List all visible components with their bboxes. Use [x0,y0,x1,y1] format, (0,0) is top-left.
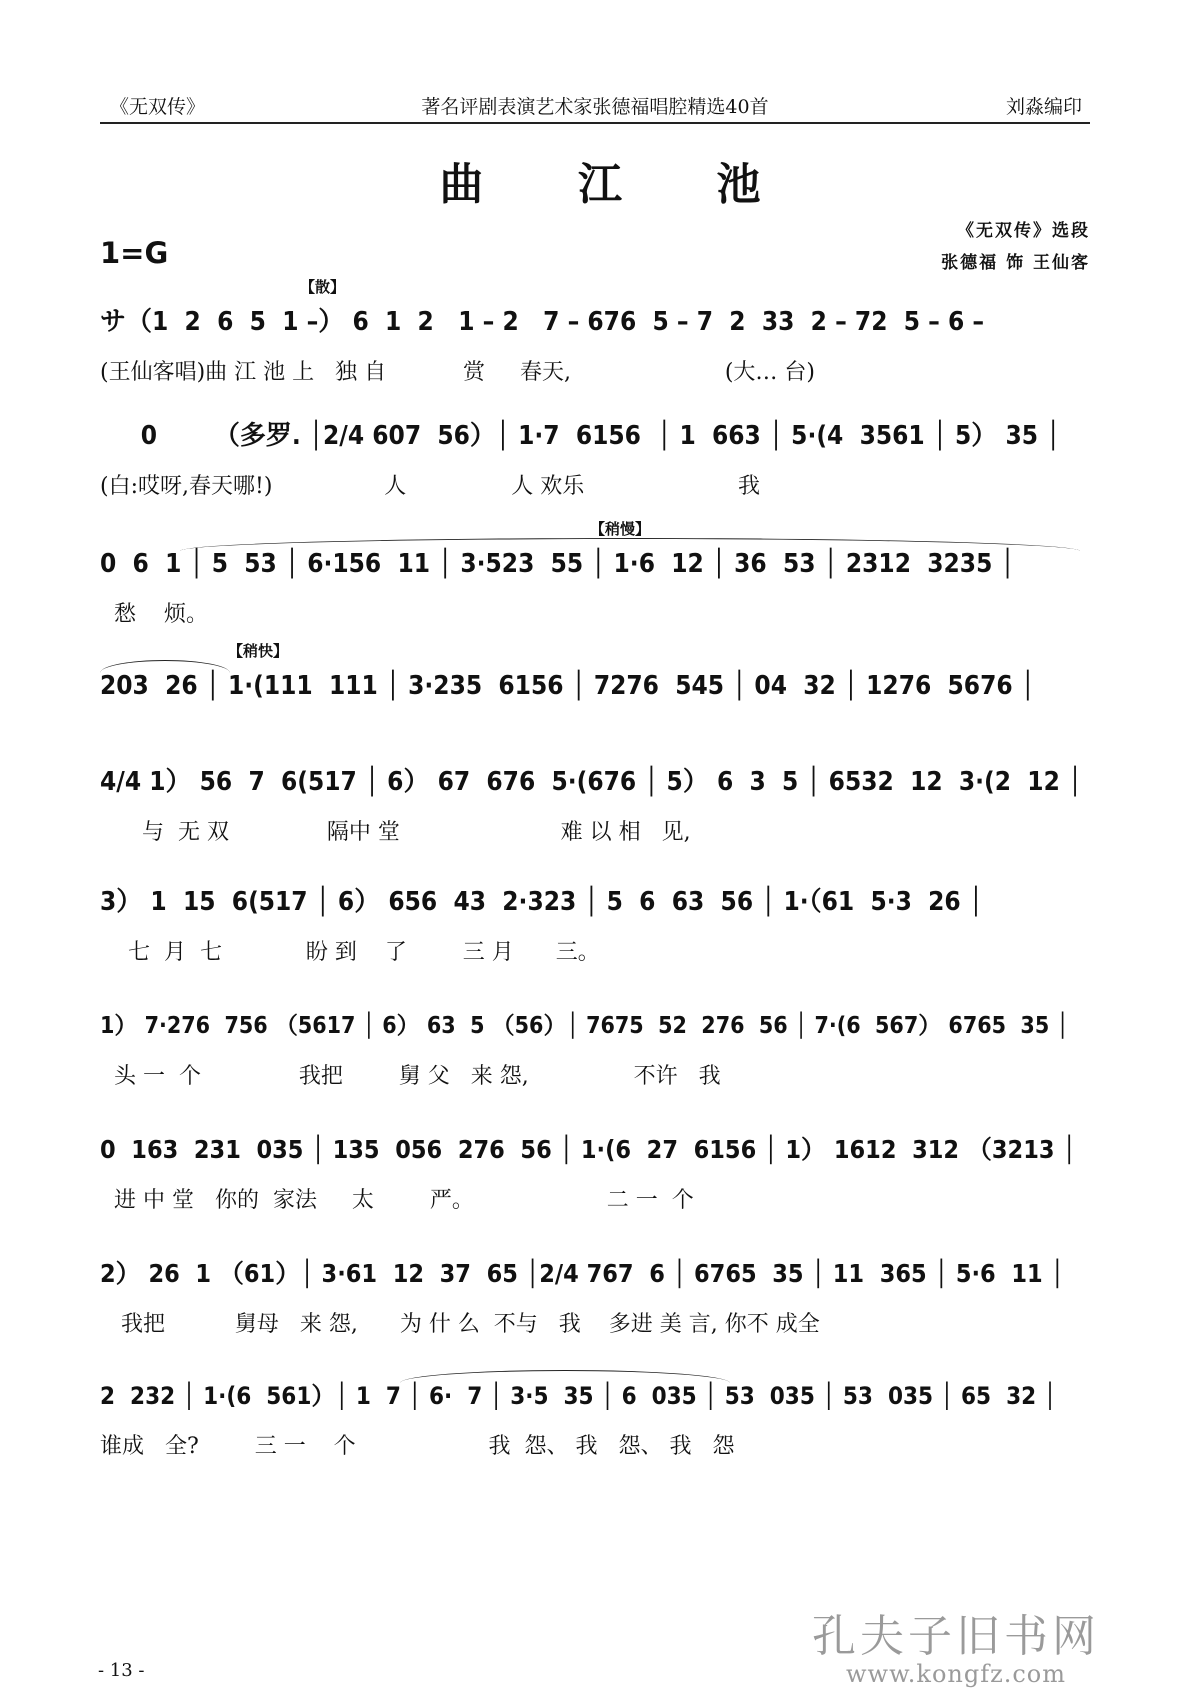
notation-line: 4/4 1） 56 7 6(517 │ 6） 67 676 5·(676 │ 5） 6 3 5 │ 6532 12 3·(2 12 │ [100,767,1083,797]
score-system-8 [100,1132,1090,1212]
source-note: 《无双传》选段 [957,221,1090,241]
score-system-4 [100,642,1090,728]
lyric-line: 与 无 双 隔中 堂 难 以 相 见, [100,820,691,845]
header-right: 刘淼编印 [1005,96,1082,118]
notation-line: 0 163 231 035 │ 135 056 276 56 │ 1·(6 27 6156 │ 1） 1612 312 （3213 │ [100,1135,1076,1164]
song-title: 曲 江 池 [439,159,801,210]
lyric-line: 我把 舅母 来 怨, 为 什 么 不与 我 多进 美 言, 你不 成全 [100,1312,820,1337]
notation-line: サ（1 2 6 5 1 –） 6 1 2 1 – 2 7 – 676 5 – 7 2 33 2 – 72 5 – 6 – [100,307,985,337]
key-signature: 1=G [100,236,169,270]
lyric-line: (王仙客唱)曲 江 池 上 独 自 赏 春天, (大… 台) [100,360,816,385]
notation-line: 0 （多罗. │2/4 607 56）│ 1·7 6156 │ 1 663 │ 5·(4 3561 │ 5） 35 │ [100,421,1061,451]
score-system-5 [100,764,1090,844]
score-system-2 [100,418,1090,498]
watermark-url: www.kongfz.com [845,1660,1067,1688]
notation-line: 2） 26 1 （61）│ 3·61 12 37 65 │2/4 767 6 │ 6765 35 │ 11 365 │ 5·6 11 │ [100,1259,1065,1288]
score-system-10 [100,1378,1090,1458]
lyric-line: 愁 烦。 [100,602,208,627]
notation-line: 2 232 │ 1·(6 561）│ 1 7 │ 6· 7 │ 3·5 35 │ 6 035 │ 53 035 │ 53 035 │ 65 32 │ [100,1382,1057,1410]
lyric-line: 谁成 全? 三 一 个 我 怨、 我 怨、 我 怨 [100,1434,735,1459]
tempo-tag: 【稍慢】 [590,520,651,538]
score-system-6 [100,884,1090,964]
performer-note: 张德福 饰 王仙客 [941,253,1090,273]
notation-line: 203 26 │ 1·(111 111 │ 3·235 6156 │ 7276 545 │ 04 32 │ 1276 5676 │ [100,671,1035,701]
header-center: 著名评剧表演艺术家张德福唱腔精选40首 [421,96,769,118]
lyric-line: 进 中 堂 你的 家法 太 严。 二 一 个 [100,1188,694,1213]
header-left: 《无双传》 [110,96,206,118]
watermark [812,1600,1100,1688]
lyric-line: 头 一 个 我把 舅 父 来 怨, 不许 我 [100,1064,721,1089]
lyric-line: 七 月 七 盼 到 了 三 月 三。 [100,940,600,965]
notation-line: 0 6 1 │ 5 53 │ 6·156 11 │ 3·523 55 │ 1·6 12 │ 36 53 │ 2312 3235 │ [100,549,1015,579]
score-system-1 [100,278,1090,385]
score-system-9 [100,1256,1090,1336]
lyric-line: (白:哎呀,春天哪!) 人 人 欢乐 我 [100,474,761,499]
notation-line: 1） 7·276 756 （5617 │ 6） 63 5 （56）│ 7675 52 276 56 │ 7·(6 567） 6765 35 │ [100,1013,1069,1039]
notation-line: 3） 1 15 6(517 │ 6） 656 43 2·323 │ 5 6 63 56 │ 1·（61 5·3 26 │ [100,887,983,917]
page-number: - 13 - [98,1660,145,1681]
tempo-tag: 【散】 [300,278,346,296]
tempo-tag: 【稍快】 [228,642,289,660]
score-system-3 [100,520,1090,627]
page-header [100,92,1090,124]
score-system-7 [100,1008,1090,1088]
watermark-name: 孔夫子旧书网 [812,1611,1100,1662]
